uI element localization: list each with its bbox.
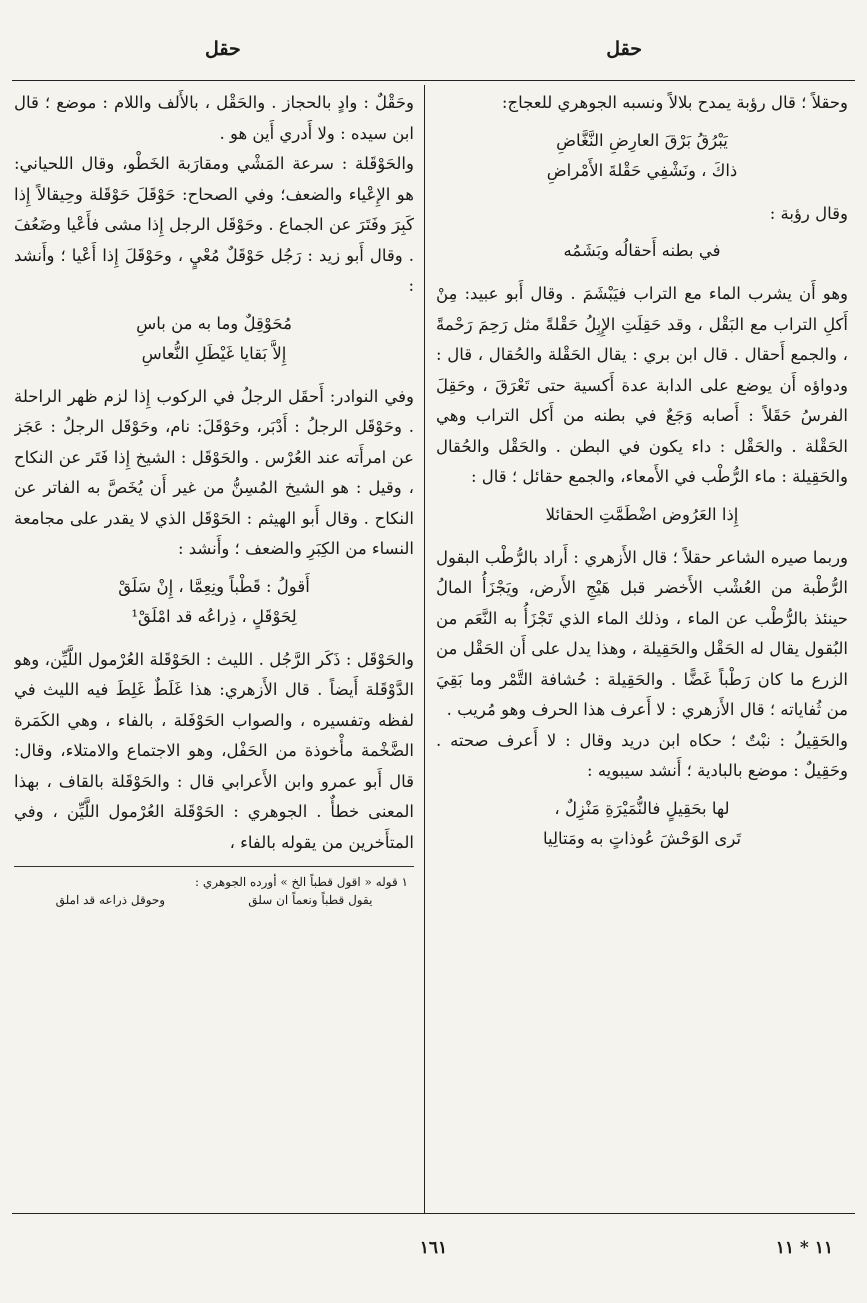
footnote-verse-line: يقول قطباً ونعماً ان سلق <box>248 893 373 907</box>
footnote-verse-line: وحوقل ذراعه قد املق <box>55 893 166 907</box>
paragraph: وحقلاً ؛ قال رؤبة يمدح بلالاً ونسبه الجوهري للعجاج: <box>501 93 848 112</box>
footnote-rule <box>14 866 414 867</box>
verse-line: لها بحَقِيلٍ فالنُّمَيْرَةِ مَنْزِلٌ ، <box>554 798 730 818</box>
verse-line: أَقولُ : قَطْباً ونِعِمَّا ، إِنْ سَلَقْ <box>118 576 310 596</box>
verse <box>436 794 848 854</box>
verse <box>436 500 848 530</box>
header-rule <box>12 80 855 81</box>
paragraph: والحَقِيلُ : نبْتٌ ؛ حكاه ابن دريد وقال : لا أَعرف صحته . وحَقِيلٌ : موضع بالبادية ؛ أَنشد سيبويه : <box>436 730 848 780</box>
running-header-right: حقل <box>606 38 642 60</box>
footnote-verse <box>14 891 414 909</box>
footer-rule <box>12 1213 855 1214</box>
verse-line: تَرى الوَحْشَ عُوذاتٍ به ومَتالِيا <box>542 828 742 848</box>
footnote: ١ قوله « اقول قطباً الخ » أورده الجوهري : <box>195 875 408 889</box>
verse-line: في بطنه أَحقالُه وبَشَمُه <box>563 241 721 260</box>
paragraph: وهو أَن يشرب الماء مع التراب فيَبْشَمَ . وقال أَبو عبيد: مِنْ أَكلِ التراب مع البَقْل ، وقد حَقِلَتِ الإِبِلُ حَقْلةً مثل رَحِمَ رَحْمةً ، والجمع أَحقال . قال ابن بري : يقال الحَقْلة والحُقال ، قال : ودواؤه أَن يوضع على الدابة عدة أَكسية حتى تَعْرَقَ ، وحَقِلَ الفرسُ حَقَلاً : أَصابه وَجَعٌ في بطنه من أَكل التراب وهي الحَقْلة . والحَقْل : داء يكون في البطن . والحَقْل والحُقال والحَقِيلة : ماء الرُّطْب في الأَمعاء، والجمع حقائل ؛ قال : <box>436 284 848 486</box>
verse-line: إِذا العَرُوض اضْطَمَّتِ الحقائلا <box>545 504 739 524</box>
paragraph: وقال رؤبة : <box>769 203 848 223</box>
paragraph: وربما صيره الشاعر حقلاً ؛ قال الأَزهري : أَراد بالرُّطْب البقول الرُّطْبة من العُشْب الأَخضر قبل هَيْجِ الأَرض، ويَجْزَأُ المالُ حينئذ بالرُّطْب عن الماء ، وذلك الماء الذي تَجْزَأُ به النَّعَم من البُقول يقال له الحَقْل والحَقِيلة ، وهذا يدل على أَن الحَقْل من الزرع ما كان رَطْباً غَضًّا . والحَقِيلة : حُشافة التَّمْر وما بَقِيَ من ثُفاياته ؛ قال الأَزهري : لا أَعرف هذا الحرف وهو مُريب . <box>436 547 848 719</box>
verse-line: لِحَوْقَلٍ ، ذِراعُه قد امْلَقْ¹ <box>131 606 297 626</box>
paragraph: وفي النوادر: أَحقَل الرجلُ في الركوب إِذا لزم ظهر الراحلة . وحَوْقَل الرجلُ : أَدْبَر، وحَوْقَلَ: نام، وحَوْقَل الرجلُ : عَجَز عن امرأَته عند العُرْس . والحَوْقَل : الشيخ إِذا فَتَر عن النكاح ، وقيل : هو الشيخ المُسِنُّ من غير أَن يُخَصَّ به الفاتر عن النكاح . وقال أَبو الهيثم : الحَوْقَل الذي لا يقدر على مجامعة النساء من الكِبَرِ والضعف ؛ وأَنشد : <box>14 386 414 558</box>
paragraph: والحَوْقَل : ذَكَر الرَّجُل . الليث : الحَوْقَلة العُرْمول اللَّيِّن، وهو الدَّوْقَلة أَيضاً . قال الأَزهري: هذا غَلَطٌ غَلِطَ فيه الليث في لفظه وتفسيره ، والصواب الحَوْفَلة ، بالفاء ، وهي الكَمَرة الضَّخْمة مأْخوذة من الحَفْل، وهو الاجتماع والامتلاء، وقال: قال أَبو عمرو وابن الأَعرابي قال : والحَوْقَلة بالقاف ، بهذا المعنى خطأٌ . الجوهري : الحَوْقَلة العُرْمول اللَّيِّن ، وفي المتأَخرين من يقوله بالفاء ، <box>14 649 414 852</box>
verse-line: مُحَوْقِلٌ وما به من باسِ <box>136 313 292 333</box>
verse <box>436 236 848 266</box>
paragraph: والحَوْقَلة : سرعة المَشْي ومقارَبة الخَطْو، وقال اللحياني: هو الإِعْياء والضعف؛ وفي الصحاح: حَوْقَلَ حَوْقَلة وحِيقالاً إِذا كَبِرَ وفَتَرَ عن الجماع . وحَوْقَل الرجل إِذا مشى فأَعْيا وضَعُفَ . وقال أَبو زيد : رَجُل حَوْقَلٌ مُعْيٍ ، وحَوْقَلَ إِذا أَعْيا ؛ وأَنشد : <box>14 154 414 295</box>
volume-mark: ١١ * ١١ <box>775 1238 833 1258</box>
running-header-left: حقل <box>205 38 241 60</box>
right-column <box>436 88 848 1213</box>
verse-line: إِلاَّ بَقايا غَيْطَلِ النُّعاسِ <box>141 343 287 363</box>
left-column <box>14 88 414 1200</box>
verse-line: يَبْرُقُ بَرْقَ العارِضِ النَّغَّاضِ <box>556 130 728 150</box>
paragraph: وحَقْلٌ : وادٍ بالحجاز . والحَقْل ، بالأَلف واللام : موضع ؛ قال ابن سيده : ولا أَدري أَين هو . <box>14 93 414 143</box>
verse <box>14 572 414 632</box>
verse <box>14 309 414 369</box>
verse <box>436 126 848 186</box>
page-number: ١٦١ <box>419 1238 448 1258</box>
column-divider <box>424 85 425 1213</box>
verse-line: ذاكَ ، ونَشْفِي حَقْلةَ الأَمْراضِ <box>546 160 738 180</box>
